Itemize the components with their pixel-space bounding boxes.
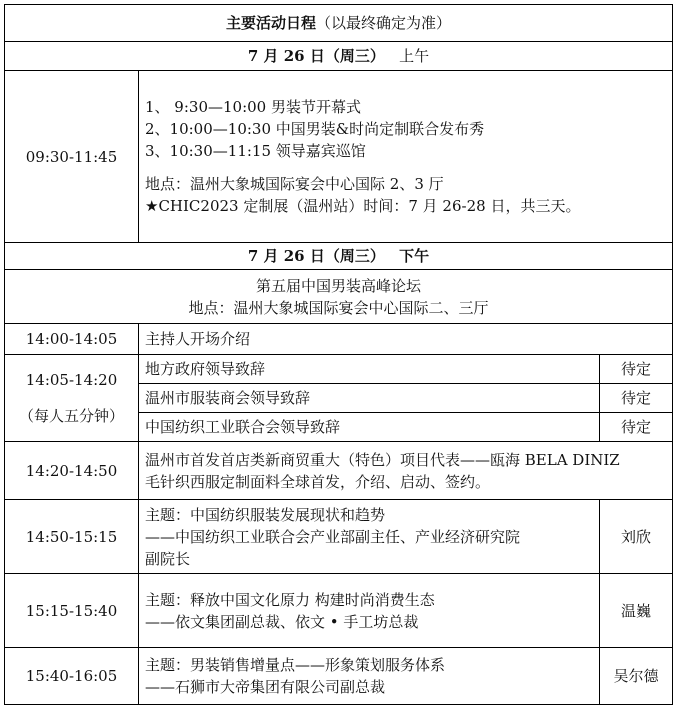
row-time: 15:40-16:05	[5, 648, 139, 705]
table-row	[5, 442, 673, 500]
table-row	[5, 355, 673, 384]
afternoon-header-row	[5, 243, 673, 270]
row-content	[139, 648, 600, 705]
row-line: 温州市首发首店类新商贸重大（特色）项目代表——瓯海 BELA DINIZ	[145, 450, 620, 469]
spacer	[11, 391, 132, 405]
row-time: 14:20-14:50	[5, 442, 139, 500]
table-row	[5, 324, 673, 355]
table-row	[5, 574, 673, 648]
afternoon-header-cell	[5, 243, 673, 270]
row-line: ——石狮市大帝集团有限公司副总裁	[145, 678, 386, 696]
morning-exhibit-line	[145, 195, 666, 217]
afternoon-header-date: 7 月 26 日（周三）	[247, 247, 385, 265]
row-content: 中国纺织工业联合会领导致辞	[139, 413, 600, 442]
forum-location: 地点：温州大象城国际宴会中心国际二、三厅	[188, 298, 489, 317]
row-speaker: 刘欣	[600, 500, 673, 574]
title-row	[5, 5, 673, 42]
morning-header-period: 上午	[399, 47, 430, 65]
row-speaker: 温巍	[600, 574, 673, 648]
row-content: 地方政府领导致辞	[139, 355, 600, 384]
morning-header-cell	[5, 42, 673, 71]
row-time-note: （每人五分钟）	[18, 407, 124, 425]
row-time: 14:50-15:15	[5, 500, 139, 574]
row-time: 14:05-14:20	[25, 371, 118, 389]
row-content	[139, 442, 673, 500]
table-row	[5, 500, 673, 574]
row-line: 副院长	[145, 549, 191, 568]
star-icon: ★	[145, 197, 159, 215]
morning-time: 09:30-11:45	[5, 71, 139, 243]
morning-row	[5, 71, 673, 243]
morning-item: 2、10:00—10:30 中国男装&时尚定制联合发布秀	[145, 120, 485, 138]
morning-header-row	[5, 42, 673, 71]
row-content: 主持人开场介绍	[139, 324, 673, 355]
morning-exhibit: CHIC2023 定制展（温州站）时间：7 月 26-28 日，共三天。	[158, 197, 581, 215]
row-line: 主题：中国纺织服装发展现状和趋势	[145, 505, 386, 524]
row-line: 主题：释放中国文化原力 构建时尚消费生态	[145, 590, 435, 609]
morning-item: 3、10:30—11:15 领导嘉宾巡馆	[145, 142, 366, 160]
row-line: 毛针织西服定制面料全球首发，介绍、启动、签约。	[145, 472, 491, 491]
row-speaker: 吴尔德	[600, 648, 673, 705]
row-line: ——依文集团副总裁、依文 • 手工坊总裁	[145, 612, 419, 631]
row-content: 温州市服装商会领导致辞	[139, 384, 600, 413]
row-content	[139, 574, 600, 648]
morning-location: 地点：温州大象城国际宴会中心国际 2、3 厅	[145, 175, 444, 193]
afternoon-header-period: 下午	[399, 247, 430, 265]
title-cell	[5, 5, 673, 42]
row-speaker: 待定	[600, 413, 673, 442]
morning-item: 1、 9:30—10:00 男装节开幕式	[145, 98, 361, 116]
spacer	[145, 162, 666, 173]
row-speaker: 待定	[600, 355, 673, 384]
forum-cell	[5, 270, 673, 324]
row-time: 14:00-14:05	[5, 324, 139, 355]
schedule-table	[4, 4, 673, 705]
row-time-group	[5, 355, 139, 442]
morning-content	[139, 71, 673, 243]
schedule-title-note: （以最终确定为准）	[316, 14, 452, 32]
row-line: ——中国纺织工业联合会产业部副主任、产业经济研究院	[145, 527, 521, 546]
row-content	[139, 500, 600, 574]
morning-header-date: 7 月 26 日（周三）	[247, 47, 385, 65]
table-row	[5, 648, 673, 705]
schedule-title: 主要活动日程	[225, 14, 316, 32]
row-line: 主题：男装销售增量点——形象策划服务体系	[145, 656, 446, 674]
row-speaker: 待定	[600, 384, 673, 413]
row-time: 15:15-15:40	[5, 574, 139, 648]
forum-title: 第五届中国男装高峰论坛	[255, 276, 421, 295]
forum-row	[5, 270, 673, 324]
